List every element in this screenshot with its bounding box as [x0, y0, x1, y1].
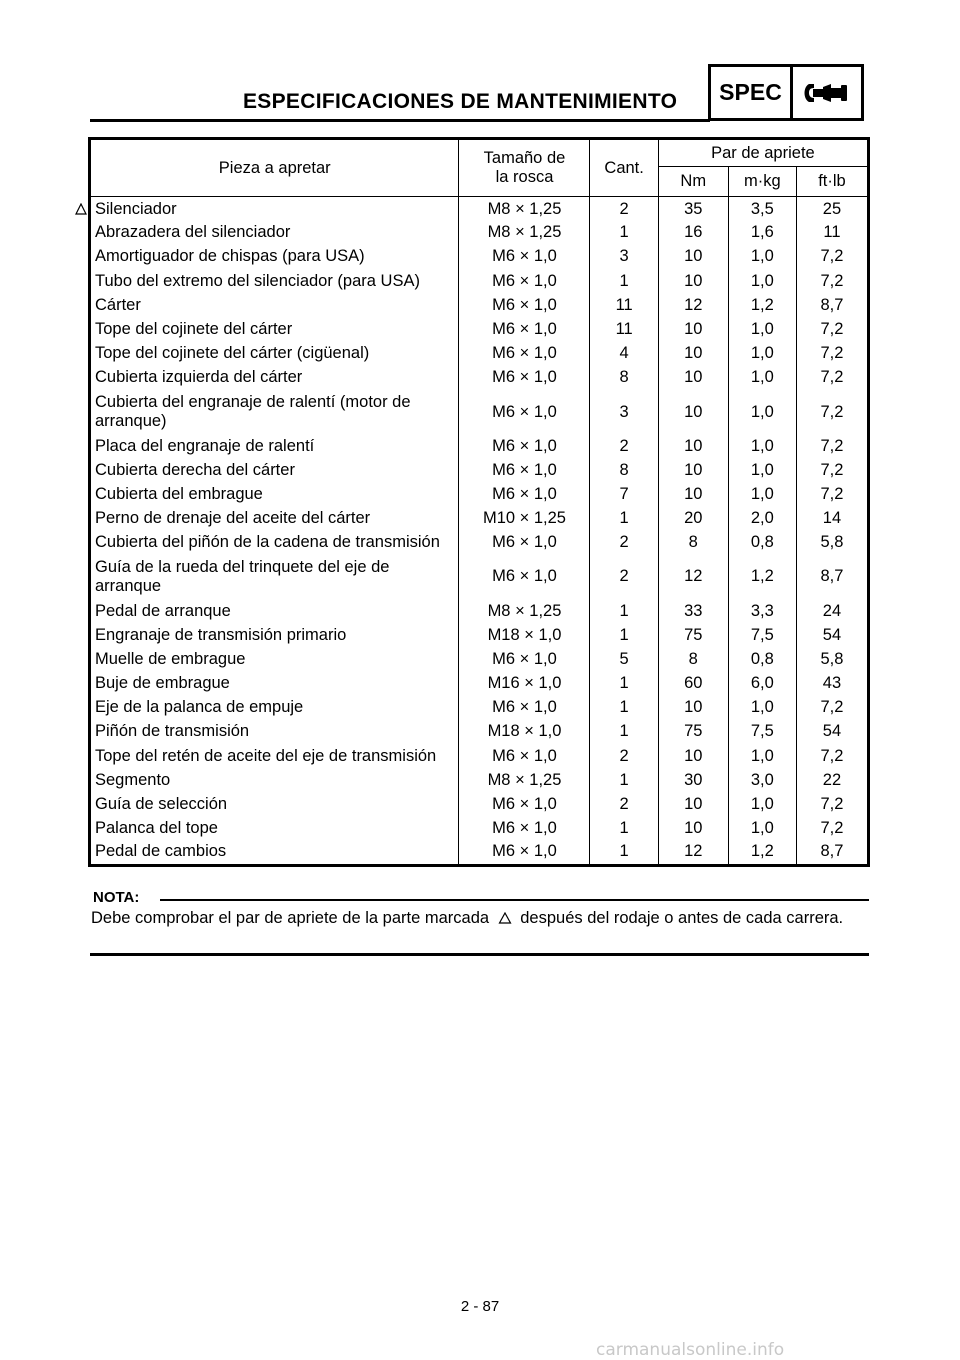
page-number: 2 - 87 — [460, 1298, 500, 1315]
cell-qty: 11 — [590, 293, 658, 317]
header-thread: Tamaño de la rosca — [459, 139, 590, 197]
table-row — [90, 555, 869, 599]
cell-mkg: 3,0 — [728, 768, 796, 792]
cell-part: Pedal de cambios — [90, 841, 459, 865]
cell-nm: 8 — [658, 647, 728, 671]
cell-part: Muelle de embrague — [90, 647, 459, 671]
cell-thread: M8 × 1,25 — [459, 221, 590, 245]
cell-thread: M16 × 1,0 — [459, 672, 590, 696]
cell-qty: 2 — [590, 744, 658, 768]
cell-ftlb: 7,2 — [820, 795, 844, 814]
cell-ftlb: 25 — [822, 200, 842, 219]
cell-thread: M8 × 1,25 — [459, 599, 590, 623]
cell-qty: 1 — [590, 768, 658, 792]
table-row — [90, 197, 869, 221]
torque-table — [88, 137, 870, 867]
cell-mkg: 1,0 — [728, 696, 796, 720]
cell-ftlb: 22 — [822, 770, 842, 789]
cell-ftlb: 7,2 — [820, 247, 844, 266]
cell-mkg: 1,0 — [728, 390, 796, 434]
cell-nm: 10 — [658, 458, 728, 482]
cell-mkg: 1,0 — [728, 245, 796, 269]
table-row — [90, 434, 869, 458]
cell-nm: 35 — [658, 197, 728, 221]
cell-thread: M6 × 1,0 — [459, 841, 590, 865]
cell-mkg: 1,0 — [728, 342, 796, 366]
cell-part: Silenciador — [90, 197, 459, 221]
cell-mkg: 0,8 — [728, 531, 796, 555]
note-rule-bottom — [90, 953, 869, 956]
cell-nm: 10 — [658, 792, 728, 816]
cell-part: Guía de selección — [90, 792, 459, 816]
cell-thread: M18 × 1,0 — [459, 623, 590, 647]
cell-qty: 11 — [590, 317, 658, 341]
cell-mkg: 1,0 — [728, 482, 796, 506]
cell-mkg: 1,2 — [728, 555, 796, 599]
cell-part: Tope del cojinete del cárter (cigüenal) — [90, 342, 459, 366]
table-row — [90, 599, 869, 623]
cell-ftlb: 5,8 — [820, 649, 844, 668]
cell-thread: M6 × 1,0 — [459, 555, 590, 599]
header-nm: Nm — [658, 167, 728, 197]
cell-thread: M6 × 1,0 — [459, 269, 590, 293]
cell-thread: M6 × 1,0 — [459, 245, 590, 269]
cell-nm: 10 — [658, 817, 728, 841]
cell-ftlb: 5,8 — [820, 533, 844, 552]
cell-part: Buje de embrague — [90, 672, 459, 696]
cell-nm: 60 — [658, 672, 728, 696]
cell-ftlb: 8,7 — [820, 841, 844, 860]
cell-part: Cubierta derecha del cárter — [90, 458, 459, 482]
cell-mkg: 7,5 — [728, 720, 796, 744]
cell-part: Cubierta del piñón de la cadena de transmisión — [90, 531, 459, 555]
cell-mkg: 1,0 — [728, 792, 796, 816]
cell-ftlb: 7,2 — [820, 484, 844, 503]
cell-ftlb: 7,2 — [820, 460, 844, 479]
cell-qty: 7 — [590, 482, 658, 506]
cell-ftlb: 7,2 — [820, 402, 844, 421]
table-row — [90, 221, 869, 245]
cell-mkg: 1,6 — [728, 221, 796, 245]
cell-thread: M6 × 1,0 — [459, 342, 590, 366]
cell-qty: 4 — [590, 342, 658, 366]
cell-mkg: 1,0 — [728, 269, 796, 293]
cell-thread: M6 × 1,0 — [459, 458, 590, 482]
cell-mkg: 1,0 — [728, 366, 796, 390]
cell-mkg: 1,0 — [728, 744, 796, 768]
cell-ftlb: 8,7 — [820, 567, 844, 586]
cell-qty: 1 — [590, 221, 658, 245]
table-row — [90, 744, 869, 768]
cell-thread: M6 × 1,0 — [459, 293, 590, 317]
cell-thread: M10 × 1,25 — [459, 507, 590, 531]
cell-nm: 10 — [658, 269, 728, 293]
cell-ftlb: 54 — [822, 722, 842, 741]
cell-qty: 3 — [590, 390, 658, 434]
cell-nm: 10 — [658, 434, 728, 458]
table-row — [90, 366, 869, 390]
cell-part: Piñón de transmisión — [90, 720, 459, 744]
cell-thread: M18 × 1,0 — [459, 720, 590, 744]
cell-ftlb: 7,2 — [820, 368, 844, 387]
cell-thread: M6 × 1,0 — [459, 817, 590, 841]
header-torque: Par de apriete — [658, 139, 868, 167]
cell-nm: 20 — [658, 507, 728, 531]
table-row — [90, 458, 869, 482]
table-row — [90, 768, 869, 792]
cell-part: Tope del retén de aceite del eje de transmisión — [90, 744, 459, 768]
cell-part: Engranaje de transmisión primario — [90, 623, 459, 647]
cell-thread: M8 × 1,25 — [459, 197, 590, 221]
cell-nm: 10 — [658, 696, 728, 720]
table-row — [90, 647, 869, 671]
header-ftlb: ft·lb — [796, 167, 868, 197]
cell-nm: 10 — [658, 342, 728, 366]
header-qty: Cant. — [590, 139, 658, 197]
note-rule-top — [160, 899, 869, 901]
cell-part: Cubierta del engranaje de ralentí (motor de arranque) — [90, 390, 459, 434]
cell-part: Eje de la palanca de empuje — [90, 696, 459, 720]
note-text — [91, 906, 869, 930]
cell-ftlb: 43 — [822, 674, 842, 693]
cell-thread: M6 × 1,0 — [459, 744, 590, 768]
cell-qty: 1 — [590, 817, 658, 841]
cell-thread: M6 × 1,0 — [459, 792, 590, 816]
cell-mkg: 1,2 — [728, 293, 796, 317]
cell-mkg: 0,8 — [728, 647, 796, 671]
cell-part: Segmento — [90, 768, 459, 792]
cell-nm: 8 — [658, 531, 728, 555]
cell-part: Placa del engranaje de ralentí — [90, 434, 459, 458]
cell-mkg: 3,5 — [728, 197, 796, 221]
cell-mkg: 6,0 — [728, 672, 796, 696]
cell-part: Guía de la rueda del trinquete del eje de arranque — [90, 555, 459, 599]
header-mkg: m·kg — [728, 167, 796, 197]
table-row — [90, 696, 869, 720]
cell-part: Tope del cojinete del cárter — [90, 317, 459, 341]
torque-wrench-icon — [793, 67, 861, 118]
cell-thread: M6 × 1,0 — [459, 647, 590, 671]
cell-qty: 8 — [590, 366, 658, 390]
cell-ftlb: 54 — [822, 625, 842, 644]
cell-nm: 10 — [658, 482, 728, 506]
cell-mkg: 7,5 — [728, 623, 796, 647]
cell-nm: 10 — [658, 245, 728, 269]
cell-qty: 1 — [590, 720, 658, 744]
cell-ftlb: 11 — [823, 223, 841, 242]
cell-mkg: 1,0 — [728, 458, 796, 482]
cell-ftlb: 14 — [822, 509, 842, 528]
header-part: Pieza a apretar — [90, 139, 459, 197]
cell-ftlb: 7,2 — [820, 344, 844, 363]
cell-part: Abrazadera del silenciador — [90, 221, 459, 245]
cell-nm: 12 — [658, 555, 728, 599]
table-row — [90, 269, 869, 293]
cell-mkg: 1,0 — [728, 434, 796, 458]
table-row — [90, 672, 869, 696]
note-label: NOTA: — [93, 889, 140, 906]
cell-mkg: 1,0 — [728, 317, 796, 341]
cell-mkg: 1,0 — [728, 817, 796, 841]
cell-ftlb: 7,2 — [820, 436, 844, 455]
note-text-before: Debe comprobar el par de apriete de la parte marcada — [91, 909, 490, 927]
cell-qty: 2 — [590, 531, 658, 555]
cell-qty: 5 — [590, 647, 658, 671]
cell-ftlb: 7,2 — [820, 698, 844, 717]
cell-part: Amortiguador de chispas (para USA) — [90, 245, 459, 269]
cell-part: Tubo del extremo del silenciador (para USA) — [90, 269, 459, 293]
cell-thread: M6 × 1,0 — [459, 482, 590, 506]
table-row — [90, 317, 869, 341]
cell-qty: 1 — [590, 599, 658, 623]
cell-nm: 30 — [658, 768, 728, 792]
cell-thread: M6 × 1,0 — [459, 434, 590, 458]
cell-thread: M8 × 1,25 — [459, 768, 590, 792]
cell-ftlb: 7,2 — [820, 271, 844, 290]
cell-qty: 1 — [590, 507, 658, 531]
cell-qty: 2 — [590, 555, 658, 599]
cell-qty: 3 — [590, 245, 658, 269]
cell-part: Cárter — [90, 293, 459, 317]
table-row — [90, 792, 869, 816]
cell-part: Cubierta del embrague — [90, 482, 459, 506]
cell-thread: M6 × 1,0 — [459, 366, 590, 390]
cell-qty: 1 — [590, 696, 658, 720]
cell-nm: 75 — [658, 623, 728, 647]
cell-ftlb: 8,7 — [820, 295, 844, 314]
cell-nm: 10 — [658, 366, 728, 390]
triangle-marker-icon — [75, 203, 87, 215]
cell-mkg: 1,2 — [728, 841, 796, 865]
table-row — [90, 507, 869, 531]
cell-nm: 10 — [658, 317, 728, 341]
cell-nm: 75 — [658, 720, 728, 744]
cell-ftlb: 7,2 — [820, 819, 844, 838]
cell-part: Pedal de arranque — [90, 599, 459, 623]
header-rule — [90, 119, 710, 122]
table-row — [90, 482, 869, 506]
cell-qty: 8 — [590, 458, 658, 482]
cell-nm: 16 — [658, 221, 728, 245]
cell-nm: 12 — [658, 293, 728, 317]
spec-label: SPEC — [711, 67, 793, 118]
table-row — [90, 342, 869, 366]
cell-qty: 2 — [590, 792, 658, 816]
cell-thread: M6 × 1,0 — [459, 696, 590, 720]
table-row — [90, 245, 869, 269]
page-title: ESPECIFICACIONES DE MANTENIMIENTO — [243, 90, 678, 113]
table-row — [90, 817, 869, 841]
table-row — [90, 720, 869, 744]
spec-badge — [708, 64, 864, 121]
table-row — [90, 390, 869, 434]
cell-qty: 1 — [590, 672, 658, 696]
cell-ftlb: 7,2 — [820, 320, 844, 339]
cell-part: Palanca del tope — [90, 817, 459, 841]
cell-qty: 2 — [590, 434, 658, 458]
note-text-after: después del rodaje o antes de cada carrera. — [520, 909, 844, 927]
cell-qty: 1 — [590, 841, 658, 865]
cell-nm: 33 — [658, 599, 728, 623]
cell-ftlb: 24 — [822, 601, 842, 620]
cell-nm: 10 — [658, 744, 728, 768]
watermark: carmanualsonline.info — [596, 1340, 785, 1360]
cell-thread: M6 × 1,0 — [459, 390, 590, 434]
cell-nm: 10 — [658, 390, 728, 434]
cell-thread: M6 × 1,0 — [459, 317, 590, 341]
cell-mkg: 3,3 — [728, 599, 796, 623]
table-row — [90, 531, 869, 555]
cell-ftlb: 7,2 — [820, 746, 844, 765]
table-row — [90, 841, 869, 865]
cell-qty: 1 — [590, 269, 658, 293]
triangle-marker-icon — [498, 912, 512, 924]
cell-mkg: 2,0 — [728, 507, 796, 531]
cell-nm: 12 — [658, 841, 728, 865]
cell-thread: M6 × 1,0 — [459, 531, 590, 555]
cell-qty: 1 — [590, 623, 658, 647]
cell-part: Cubierta izquierda del cárter — [90, 366, 459, 390]
table-row — [90, 293, 869, 317]
cell-part: Perno de drenaje del aceite del cárter — [90, 507, 459, 531]
cell-qty: 2 — [590, 197, 658, 221]
table-row — [90, 623, 869, 647]
